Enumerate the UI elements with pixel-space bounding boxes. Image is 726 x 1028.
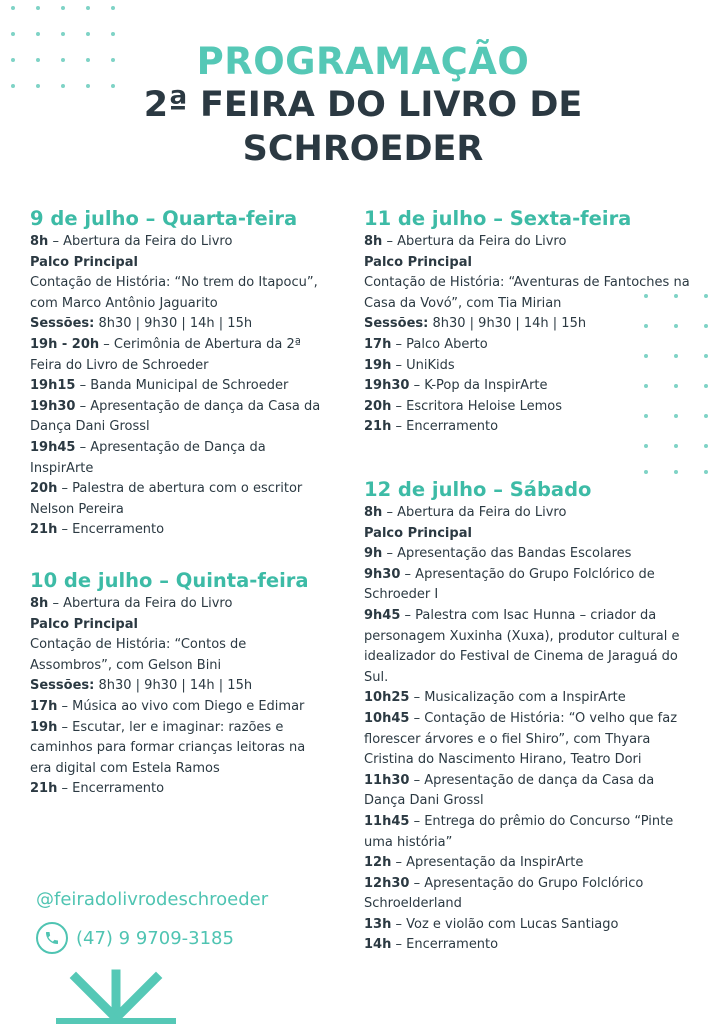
schedule-item <box>364 771 694 812</box>
schedule-description: – Apresentação do Grupo Folclórico de Schroeder I <box>364 566 655 603</box>
schedule-time: Palco Principal <box>30 254 138 270</box>
schedule-description: – Banda Municipal de Schroeder <box>75 378 289 394</box>
schedule-item <box>364 544 694 565</box>
schedule-description: – Encerramento <box>57 522 165 538</box>
schedule-time: 9h <box>364 546 383 562</box>
contact-block <box>36 889 268 954</box>
schedule-time: Palco Principal <box>364 525 472 541</box>
schedule-description: – Abertura da Feira do Livro <box>382 234 567 249</box>
schedule-item <box>364 253 694 274</box>
schedule-description: – UniKids <box>391 357 455 373</box>
day-title: 10 de julho – Quinta-feira <box>30 569 309 592</box>
schedule-description: – Palco Aberto <box>391 336 488 352</box>
schedule-description: – Apresentação das Bandas Escolares <box>382 546 632 562</box>
schedule-item <box>364 503 694 524</box>
schedule-description: – Abertura da Feira do Livro <box>382 505 567 520</box>
schedule-time: 21h <box>30 522 58 538</box>
schedule-list <box>364 232 694 438</box>
schedule-description: 8h30 | 9h30 | 14h | 15h <box>428 316 587 332</box>
schedule-description: – Escritora Heloise Lemos <box>391 398 562 414</box>
schedule-item <box>364 688 694 709</box>
schedule-description: – Encerramento <box>57 781 165 797</box>
schedule-description: 8h30 | 9h30 | 14h | 15h <box>94 316 253 332</box>
schedule-time: 14h <box>364 937 392 953</box>
schedule-time: 19h15 <box>30 378 76 394</box>
feira-logo-mark <box>56 962 176 1028</box>
schedule-item <box>30 615 330 636</box>
schedule-time: 8h <box>30 596 49 611</box>
schedule-time: 8h <box>30 234 49 249</box>
schedule-list <box>30 594 330 800</box>
schedule-description: – Abertura da Feira do Livro <box>48 596 233 611</box>
schedule-item <box>30 676 330 697</box>
schedule-time: Palco Principal <box>30 616 138 632</box>
schedule-item <box>30 376 330 397</box>
schedule-time: 17h <box>364 336 392 352</box>
schedule-item <box>30 479 330 520</box>
schedule-time: Sessões: <box>30 678 95 694</box>
day-title: 11 de julho – Sexta-feira <box>364 207 632 230</box>
social-handle[interactable]: @feiradolivrodeschroeder <box>36 889 269 910</box>
schedule-description: – Escutar, ler e imaginar: razões e caminhos para formar crianças leitoras na era digital com Estela Ramos <box>30 719 306 776</box>
day-section-11-julho <box>364 206 694 438</box>
schedule-description: – Entrega do prêmio do Concurso “Pinte uma história” <box>364 813 674 850</box>
schedule-time: 20h <box>30 481 58 497</box>
schedule-time: 11h30 <box>364 772 410 788</box>
day-title: 9 de julho – Quarta-feira <box>30 207 298 230</box>
subtitle-line-2: SCHROEDER <box>242 129 484 169</box>
schedule-description: – K-Pop da InspirArte <box>409 378 548 394</box>
schedule-description: 8h30 | 9h30 | 14h | 15h <box>94 678 253 694</box>
schedule-time: Palco Principal <box>364 254 472 270</box>
schedule-description: – Palestra com Isac Hunna – criador da personagem Xuxinha (Xuxa), produtor cultural e idealizador do Festival de Cinema de Jaraguá do Sul. <box>364 607 680 685</box>
schedule-description: – Apresentação da InspirArte <box>391 855 584 871</box>
schedule-description: Contação de História: “Aventuras de Fantoches na Casa da Vovó”, com Tia Mirian <box>364 275 690 311</box>
schedule-item <box>30 438 330 479</box>
schedule-item <box>364 565 694 606</box>
schedule-item <box>30 314 330 335</box>
schedule-description: – Apresentação de Dança da InspirArte <box>30 439 266 476</box>
schedule-time: 19h30 <box>364 378 410 394</box>
phone-icon <box>36 922 68 954</box>
schedule-time: 17h <box>30 698 58 714</box>
schedule-description: – Voz e violão com Lucas Santiago <box>391 916 619 932</box>
schedule-description: – Apresentação de dança da Casa da Dança Dani Grossl <box>364 772 655 809</box>
schedule-time: 19h45 <box>30 439 76 455</box>
day-title: 12 de julho – Sábado <box>364 478 592 501</box>
schedule-time: 9h45 <box>364 607 401 623</box>
page-title: PROGRAMAÇÃO <box>196 40 530 83</box>
schedule-time: 9h30 <box>364 566 401 582</box>
schedule-item <box>364 606 694 688</box>
schedule-time: 12h <box>364 855 392 871</box>
schedule-item <box>364 356 694 377</box>
schedule-description: – Encerramento <box>391 937 499 953</box>
schedule-item <box>30 397 330 438</box>
schedule-item <box>364 397 694 418</box>
subtitle-line-1: 2ª FEIRA DO LIVRO DE <box>143 85 583 125</box>
phone-row <box>36 922 268 954</box>
schedule-list <box>30 232 330 541</box>
page-subtitle <box>0 83 726 171</box>
day-section-12-julho <box>364 477 694 956</box>
phone-number[interactable]: (47) 9 9709-3185 <box>76 927 234 949</box>
schedule-item <box>30 718 330 780</box>
day-section-10-julho <box>30 568 330 800</box>
schedule-time: 10h25 <box>364 690 410 706</box>
schedule-item <box>364 812 694 853</box>
schedule-item <box>364 915 694 936</box>
schedule-time: 21h <box>30 781 58 797</box>
schedule-description: – Abertura da Feira do Livro <box>48 234 233 249</box>
schedule-item <box>364 709 694 771</box>
day-section-9-julho <box>30 206 330 541</box>
schedule-item <box>364 935 694 956</box>
schedule-time: 20h <box>364 398 392 414</box>
schedule-item <box>30 335 330 376</box>
schedule-time: 11h45 <box>364 813 410 829</box>
schedule-item <box>30 520 330 541</box>
schedule-time: 12h30 <box>364 875 410 891</box>
schedule-item <box>30 253 330 274</box>
schedule-description: Contação de História: “Contos de Assombros”, com Gelson Bini <box>30 637 247 673</box>
schedule-time: 21h <box>364 419 392 435</box>
schedule-item <box>364 335 694 356</box>
schedule-time: 8h <box>364 234 383 249</box>
schedule-description: – Musicalização com a InspirArte <box>409 690 626 706</box>
schedule-item <box>30 594 330 615</box>
schedule-time: 19h - 20h <box>30 336 100 352</box>
schedule-item <box>364 417 694 438</box>
schedule-item <box>364 314 694 335</box>
schedule-description: – Palestra de abertura com o escritor Nelson Pereira <box>30 481 303 517</box>
schedule-item <box>364 273 694 314</box>
schedule-item <box>30 273 330 314</box>
schedule-item <box>364 853 694 874</box>
schedule-time: Sessões: <box>30 316 95 332</box>
schedule-time: 13h <box>364 916 392 932</box>
schedule-description: – Apresentação de dança da Casa da Dança Dani Grossl <box>30 398 321 435</box>
schedule-item <box>30 779 330 800</box>
schedule-time: Sessões: <box>364 316 429 332</box>
schedule-description: – Contação de História: “O velho que faz florescer árvores e o fiel Shiro”, com Thyara Cristina do Nascimento Hirano, Teatro Dori <box>364 710 678 768</box>
schedule-item <box>364 524 694 545</box>
schedule-time: 19h30 <box>30 398 76 414</box>
schedule-description: – Música ao vivo com Diego e Edimar <box>57 698 305 714</box>
schedule-item <box>30 635 330 676</box>
schedule-item <box>364 874 694 915</box>
schedule-description: – Apresentação do Grupo Folclórico Schroelderland <box>364 875 644 912</box>
schedule-time: 19h <box>364 357 392 373</box>
schedule-item <box>364 232 694 253</box>
schedule-item <box>30 232 330 253</box>
schedule-time: 10h45 <box>364 710 410 726</box>
schedule-time: 8h <box>364 505 383 520</box>
schedule-item <box>364 376 694 397</box>
schedule-time: 19h <box>30 719 58 735</box>
schedule-description: – Encerramento <box>391 419 499 435</box>
schedule-description: Contação de História: “No trem do Itapocu”, com Marco Antônio Jaguarito <box>30 275 318 311</box>
schedule-item <box>30 697 330 718</box>
schedule-list <box>364 503 694 956</box>
schedule-description: – Cerimônia de Abertura da 2ª Feira do Livro de Schroeder <box>30 336 301 373</box>
